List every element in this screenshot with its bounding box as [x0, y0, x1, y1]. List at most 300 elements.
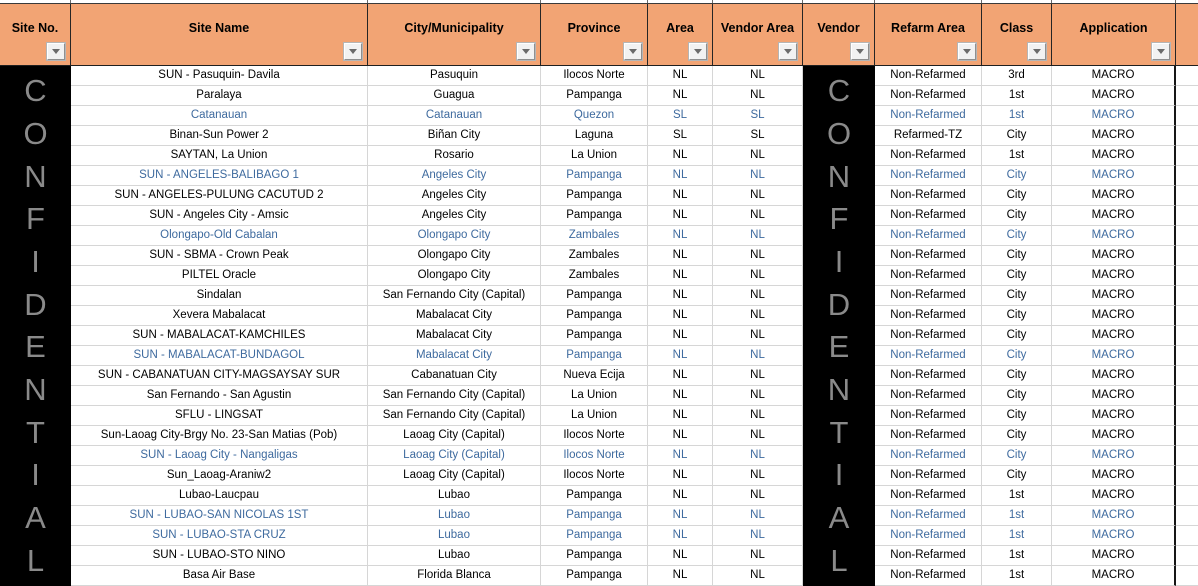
cell-city[interactable]: Laoag City (Capital): [368, 446, 541, 466]
cell-class[interactable]: City: [982, 366, 1052, 386]
cell-class[interactable]: City: [982, 346, 1052, 366]
cell-partial[interactable]: [1176, 126, 1198, 146]
cell-partial[interactable]: [1176, 486, 1198, 506]
cell-refarm-area[interactable]: Non-Refarmed: [875, 266, 982, 286]
cell-application[interactable]: MACRO: [1052, 126, 1176, 146]
chevron-down-icon: [784, 49, 792, 54]
table-row: [0, 66, 1198, 86]
cell-application[interactable]: MACRO: [1052, 566, 1176, 586]
cell-class[interactable]: 1st: [982, 526, 1052, 546]
table-row: [0, 426, 1198, 446]
cell-area[interactable]: NL: [648, 446, 713, 466]
cell-site-name[interactable]: PILTEL Oracle: [71, 266, 368, 286]
cell-partial[interactable]: [1176, 446, 1198, 466]
cell-class[interactable]: 3rd: [982, 66, 1052, 86]
cell-province[interactable]: Pampanga: [541, 286, 648, 306]
cell-city[interactable]: Lubao: [368, 506, 541, 526]
cell-vendor-area[interactable]: SL: [713, 106, 803, 126]
cell-site-name[interactable]: SUN - SBMA - Crown Peak: [71, 246, 368, 266]
cell-partial[interactable]: [1176, 226, 1198, 246]
cell-site-name[interactable]: SUN - CABANATUAN CITY-MAGSAYSAY SUR: [71, 366, 368, 386]
cell-site-name[interactable]: Sun_Laoag-Araniw2: [71, 466, 368, 486]
watermark-letter: C: [827, 73, 851, 109]
cell-class[interactable]: City: [982, 386, 1052, 406]
cell-class[interactable]: City: [982, 246, 1052, 266]
cell-site-name[interactable]: Sun-Laoag City-Brgy No. 23-San Matias (Pob): [71, 426, 368, 446]
watermark-letter: N: [827, 372, 851, 408]
table-row: [0, 126, 1198, 146]
header-vendor-area: [713, 4, 803, 65]
cell-refarm-area[interactable]: Non-Refarmed: [875, 366, 982, 386]
cell-city[interactable]: Florida Blanca: [368, 566, 541, 586]
cell-class[interactable]: City: [982, 326, 1052, 346]
cell-area[interactable]: NL: [648, 566, 713, 586]
cell-partial[interactable]: [1176, 206, 1198, 226]
cell-province[interactable]: Pampanga: [541, 566, 648, 586]
cell-area[interactable]: NL: [648, 146, 713, 166]
cell-area[interactable]: NL: [648, 86, 713, 106]
watermark-letter: N: [24, 158, 47, 194]
filter-button-site-name[interactable]: [344, 43, 362, 60]
cell-vendor-area[interactable]: NL: [713, 86, 803, 106]
cell-vendor-area[interactable]: NL: [713, 326, 803, 346]
cell-refarm-area[interactable]: Non-Refarmed: [875, 466, 982, 486]
table-row: [0, 346, 1198, 366]
cell-area[interactable]: NL: [648, 166, 713, 186]
cell-partial[interactable]: [1176, 326, 1198, 346]
watermark-letter: A: [25, 500, 46, 536]
cell-city[interactable]: San Fernando City (Capital): [368, 386, 541, 406]
cell-city[interactable]: San Fernando City (Capital): [368, 406, 541, 426]
cell-vendor-area[interactable]: NL: [713, 146, 803, 166]
cell-city[interactable]: Mabalacat City: [368, 346, 541, 366]
cell-vendor-area[interactable]: NL: [713, 226, 803, 246]
cell-area[interactable]: NL: [648, 466, 713, 486]
cell-refarm-area[interactable]: Non-Refarmed: [875, 106, 982, 126]
cell-vendor-area[interactable]: NL: [713, 386, 803, 406]
cell-area[interactable]: NL: [648, 326, 713, 346]
header-label: City/Municipality: [404, 20, 504, 35]
cell-partial[interactable]: [1176, 166, 1198, 186]
cell-province[interactable]: Pampanga: [541, 306, 648, 326]
table-row: [0, 86, 1198, 106]
cell-refarm-area[interactable]: Non-Refarmed: [875, 526, 982, 546]
cell-province[interactable]: Ilocos Norte: [541, 446, 648, 466]
table-row: [0, 146, 1198, 166]
header-label: Area: [666, 20, 694, 35]
cell-province[interactable]: La Union: [541, 406, 648, 426]
cell-site-name[interactable]: Lubao-Laucpau: [71, 486, 368, 506]
filter-button-vendor[interactable]: [851, 43, 869, 60]
watermark-letter: L: [26, 542, 45, 578]
watermark-letter: I: [31, 457, 40, 493]
chevron-down-icon: [349, 49, 357, 54]
cell-vendor-area[interactable]: NL: [713, 266, 803, 286]
cell-province[interactable]: Pampanga: [541, 346, 648, 366]
cell-refarm-area[interactable]: Non-Refarmed: [875, 206, 982, 226]
cell-province[interactable]: Laguna: [541, 126, 648, 146]
table-row: [0, 406, 1198, 426]
cell-application[interactable]: MACRO: [1052, 146, 1176, 166]
cell-partial[interactable]: [1176, 246, 1198, 266]
cell-site-name[interactable]: Catanauan: [71, 106, 368, 126]
cell-refarm-area[interactable]: Non-Refarmed: [875, 506, 982, 526]
cell-vendor-area[interactable]: NL: [713, 526, 803, 546]
cell-class[interactable]: City: [982, 226, 1052, 246]
cell-refarm-area[interactable]: Non-Refarmed: [875, 286, 982, 306]
cell-partial[interactable]: [1176, 346, 1198, 366]
cell-site-name[interactable]: Binan-Sun Power 2: [71, 126, 368, 146]
cell-application[interactable]: MACRO: [1052, 546, 1176, 566]
cell-application[interactable]: MACRO: [1052, 246, 1176, 266]
header-site-name: [71, 4, 368, 65]
cell-refarm-area[interactable]: Non-Refarmed: [875, 426, 982, 446]
cell-site-name[interactable]: SUN - Pasuquin- Davila: [71, 66, 368, 86]
header-site-no: [0, 4, 71, 65]
cell-vendor-area[interactable]: NL: [713, 506, 803, 526]
cell-province[interactable]: La Union: [541, 386, 648, 406]
cell-application[interactable]: MACRO: [1052, 306, 1176, 326]
cell-class[interactable]: 1st: [982, 86, 1052, 106]
cell-refarm-area[interactable]: Non-Refarmed: [875, 446, 982, 466]
cell-class[interactable]: City: [982, 126, 1052, 146]
cell-province[interactable]: Zambales: [541, 266, 648, 286]
cell-vendor-area[interactable]: NL: [713, 206, 803, 226]
cell-vendor-area[interactable]: NL: [713, 166, 803, 186]
cell-class[interactable]: City: [982, 426, 1052, 446]
cell-area[interactable]: NL: [648, 286, 713, 306]
cell-city[interactable]: Laoag City (Capital): [368, 466, 541, 486]
cell-vendor-area[interactable]: NL: [713, 286, 803, 306]
filter-button-site-no[interactable]: [47, 43, 65, 60]
cell-application[interactable]: MACRO: [1052, 466, 1176, 486]
cell-province[interactable]: Pampanga: [541, 206, 648, 226]
cell-partial[interactable]: [1176, 146, 1198, 166]
cell-vendor-area[interactable]: NL: [713, 486, 803, 506]
filter-button-area[interactable]: [689, 43, 707, 60]
filter-button-city-municipality[interactable]: [517, 43, 535, 60]
cell-application[interactable]: MACRO: [1052, 406, 1176, 426]
cell-refarm-area[interactable]: Non-Refarmed: [875, 346, 982, 366]
cell-city[interactable]: Olongapo City: [368, 246, 541, 266]
cell-application[interactable]: MACRO: [1052, 86, 1176, 106]
cell-partial[interactable]: [1176, 86, 1198, 106]
cell-partial[interactable]: [1176, 266, 1198, 286]
watermark-letter: I: [31, 244, 40, 280]
cell-partial[interactable]: [1176, 426, 1198, 446]
cell-class[interactable]: 1st: [982, 546, 1052, 566]
cell-province[interactable]: Pampanga: [541, 486, 648, 506]
cell-vendor-area[interactable]: NL: [713, 546, 803, 566]
cell-application[interactable]: MACRO: [1052, 286, 1176, 306]
cell-refarm-area[interactable]: Non-Refarmed: [875, 546, 982, 566]
cell-province[interactable]: Ilocos Norte: [541, 466, 648, 486]
watermark-letter: N: [827, 158, 851, 194]
cell-vendor-area[interactable]: SL: [713, 126, 803, 146]
cell-site-name[interactable]: San Fernando - San Agustin: [71, 386, 368, 406]
cell-city[interactable]: San Fernando City (Capital): [368, 286, 541, 306]
cell-province[interactable]: Pampanga: [541, 166, 648, 186]
cell-area[interactable]: SL: [648, 106, 713, 126]
table-row: [0, 386, 1198, 406]
table-body: [0, 66, 1198, 586]
cell-partial[interactable]: [1176, 186, 1198, 206]
table-row: [0, 106, 1198, 126]
cell-application[interactable]: MACRO: [1052, 186, 1176, 206]
cell-province[interactable]: Nueva Ecija: [541, 366, 648, 386]
cell-application[interactable]: MACRO: [1052, 206, 1176, 226]
cell-city[interactable]: Laoag City (Capital): [368, 426, 541, 446]
cell-refarm-area[interactable]: Non-Refarmed: [875, 486, 982, 506]
cell-province[interactable]: Quezon: [541, 106, 648, 126]
header-vendor: [803, 4, 875, 65]
header-label: Refarm Area: [891, 20, 965, 35]
table-row: [0, 266, 1198, 286]
cell-class[interactable]: City: [982, 206, 1052, 226]
cell-refarm-area[interactable]: Non-Refarmed: [875, 66, 982, 86]
cell-class[interactable]: City: [982, 266, 1052, 286]
cell-city[interactable]: Angeles City: [368, 186, 541, 206]
cell-partial[interactable]: [1176, 566, 1198, 586]
cell-vendor-area[interactable]: NL: [713, 366, 803, 386]
cell-city[interactable]: Olongapo City: [368, 266, 541, 286]
cell-site-name[interactable]: Basa Air Base: [71, 566, 368, 586]
cell-vendor-area[interactable]: NL: [713, 186, 803, 206]
cell-partial[interactable]: [1176, 386, 1198, 406]
table-row: [0, 486, 1198, 506]
cell-vendor-area[interactable]: NL: [713, 306, 803, 326]
table-row: [0, 206, 1198, 226]
cell-partial[interactable]: [1176, 406, 1198, 426]
cell-application[interactable]: MACRO: [1052, 326, 1176, 346]
cell-city[interactable]: Pasuquin: [368, 66, 541, 86]
table-row: [0, 546, 1198, 566]
cell-application[interactable]: MACRO: [1052, 166, 1176, 186]
cell-application[interactable]: MACRO: [1052, 486, 1176, 506]
watermark-letter: A: [828, 500, 850, 536]
cell-class[interactable]: City: [982, 286, 1052, 306]
cell-site-name[interactable]: Sindalan: [71, 286, 368, 306]
cell-vendor-area[interactable]: NL: [713, 446, 803, 466]
cell-partial[interactable]: [1176, 506, 1198, 526]
cell-refarm-area[interactable]: Non-Refarmed: [875, 306, 982, 326]
cell-application[interactable]: MACRO: [1052, 66, 1176, 86]
cell-refarm-area[interactable]: Non-Refarmed: [875, 186, 982, 206]
cell-area[interactable]: NL: [648, 366, 713, 386]
cell-city[interactable]: Angeles City: [368, 206, 541, 226]
cell-class[interactable]: 1st: [982, 566, 1052, 586]
header-label: Province: [567, 20, 621, 35]
filter-button-class[interactable]: [1028, 43, 1046, 60]
cell-class[interactable]: 1st: [982, 506, 1052, 526]
cell-site-name[interactable]: SUN - LUBAO-STA CRUZ: [71, 526, 368, 546]
cell-site-name[interactable]: SUN - ANGELES-BALIBAGO 1: [71, 166, 368, 186]
cell-area[interactable]: NL: [648, 406, 713, 426]
cell-application[interactable]: MACRO: [1052, 366, 1176, 386]
cell-site-name[interactable]: SUN - Laoag City - Nangaligas: [71, 446, 368, 466]
cell-application[interactable]: MACRO: [1052, 446, 1176, 466]
cell-province[interactable]: Pampanga: [541, 506, 648, 526]
cell-partial[interactable]: [1176, 66, 1198, 86]
watermark-letter: N: [24, 372, 47, 408]
cell-class[interactable]: City: [982, 406, 1052, 426]
cell-vendor-area[interactable]: NL: [713, 466, 803, 486]
cell-city[interactable]: Lubao: [368, 526, 541, 546]
cell-site-name[interactable]: Xevera Mabalacat: [71, 306, 368, 326]
cell-vendor-area[interactable]: NL: [713, 406, 803, 426]
cell-area[interactable]: NL: [648, 546, 713, 566]
cell-partial[interactable]: [1176, 286, 1198, 306]
cell-application[interactable]: MACRO: [1052, 346, 1176, 366]
cell-province[interactable]: Ilocos Norte: [541, 426, 648, 446]
cell-area[interactable]: NL: [648, 226, 713, 246]
cell-partial[interactable]: [1176, 546, 1198, 566]
cell-city[interactable]: Mabalacat City: [368, 326, 541, 346]
cell-application[interactable]: MACRO: [1052, 266, 1176, 286]
cell-refarm-area[interactable]: Non-Refarmed: [875, 406, 982, 426]
cell-city[interactable]: Rosario: [368, 146, 541, 166]
chevron-down-icon: [52, 49, 60, 54]
cell-city[interactable]: Cabanatuan City: [368, 366, 541, 386]
cell-refarm-area[interactable]: Non-Refarmed: [875, 166, 982, 186]
header-label: Site Name: [188, 20, 250, 35]
cell-class[interactable]: City: [982, 306, 1052, 326]
cell-province[interactable]: Zambales: [541, 226, 648, 246]
cell-site-name[interactable]: SUN - Angeles City - Amsic: [71, 206, 368, 226]
cell-application[interactable]: MACRO: [1052, 426, 1176, 446]
cell-province[interactable]: La Union: [541, 146, 648, 166]
cell-site-name[interactable]: Olongapo-Old Cabalan: [71, 226, 368, 246]
cell-province[interactable]: Pampanga: [541, 526, 648, 546]
cell-vendor-area[interactable]: NL: [713, 566, 803, 586]
cell-application[interactable]: MACRO: [1052, 526, 1176, 546]
header-area: [648, 4, 713, 65]
cell-area[interactable]: NL: [648, 66, 713, 86]
cell-refarm-area[interactable]: Non-Refarmed: [875, 146, 982, 166]
filter-button-province[interactable]: [624, 43, 642, 60]
cell-city[interactable]: Olongapo City: [368, 226, 541, 246]
cell-site-name[interactable]: SUN - ANGELES-PULUNG CACUTUD 2: [71, 186, 368, 206]
cell-area[interactable]: NL: [648, 306, 713, 326]
chevron-down-icon: [629, 49, 637, 54]
cell-partial[interactable]: [1176, 366, 1198, 386]
cell-city[interactable]: Mabalacat City: [368, 306, 541, 326]
cell-application[interactable]: MACRO: [1052, 506, 1176, 526]
cell-application[interactable]: MACRO: [1052, 386, 1176, 406]
cell-application[interactable]: MACRO: [1052, 106, 1176, 126]
cell-site-name[interactable]: SUN - MABALACAT-BUNDAGOL: [71, 346, 368, 366]
cell-province[interactable]: Pampanga: [541, 546, 648, 566]
cell-vendor-area[interactable]: NL: [713, 246, 803, 266]
filter-button-application[interactable]: [1152, 43, 1170, 60]
cell-class[interactable]: City: [982, 446, 1052, 466]
chevron-down-icon: [1033, 49, 1041, 54]
watermark-letter: F: [26, 201, 45, 237]
cell-city[interactable]: Catanauan: [368, 106, 541, 126]
cell-class[interactable]: City: [982, 466, 1052, 486]
cell-city[interactable]: Biñan City: [368, 126, 541, 146]
cell-site-name[interactable]: Paralaya: [71, 86, 368, 106]
cell-province[interactable]: Zambales: [541, 246, 648, 266]
cell-class[interactable]: 1st: [982, 486, 1052, 506]
header-label: Application: [1079, 20, 1148, 35]
cell-refarm-area[interactable]: Non-Refarmed: [875, 386, 982, 406]
cell-area[interactable]: NL: [648, 246, 713, 266]
cell-refarm-area[interactable]: Non-Refarmed: [875, 86, 982, 106]
filter-button-refarm-area[interactable]: [958, 43, 976, 60]
cell-site-name[interactable]: SUN - MABALACAT-KAMCHILES: [71, 326, 368, 346]
cell-province[interactable]: Pampanga: [541, 326, 648, 346]
cell-area[interactable]: NL: [648, 266, 713, 286]
cell-application[interactable]: MACRO: [1052, 226, 1176, 246]
cell-partial[interactable]: [1176, 466, 1198, 486]
watermark-letter: O: [23, 116, 48, 151]
cell-area[interactable]: NL: [648, 486, 713, 506]
cell-area[interactable]: SL: [648, 126, 713, 146]
cell-refarm-area[interactable]: Non-Refarmed: [875, 566, 982, 586]
table-row: [0, 286, 1198, 306]
header-label: Vendor Area: [720, 20, 795, 35]
cell-refarm-area[interactable]: Refarmed-TZ: [875, 126, 982, 146]
cell-province[interactable]: Ilocos Norte: [541, 66, 648, 86]
confidential-watermark-left: [0, 66, 71, 586]
filter-button-vendor-area[interactable]: [779, 43, 797, 60]
cell-area[interactable]: NL: [648, 346, 713, 366]
watermark-letter: D: [827, 286, 851, 322]
table-row: [0, 166, 1198, 186]
watermark-letter: D: [24, 286, 47, 322]
table-row: [0, 466, 1198, 486]
cell-partial[interactable]: [1176, 526, 1198, 546]
cell-vendor-area[interactable]: NL: [713, 426, 803, 446]
cell-site-name[interactable]: SUN - LUBAO-STO NINO: [71, 546, 368, 566]
cell-site-name[interactable]: SFLU - LINGSAT: [71, 406, 368, 426]
cell-city[interactable]: Lubao: [368, 546, 541, 566]
cell-site-name[interactable]: SAYTAN, La Union: [71, 146, 368, 166]
cell-class[interactable]: City: [982, 186, 1052, 206]
cell-class[interactable]: 1st: [982, 106, 1052, 126]
watermark-letter: I: [834, 244, 844, 280]
cell-area[interactable]: NL: [648, 206, 713, 226]
table-row: [0, 226, 1198, 246]
cell-site-name[interactable]: SUN - LUBAO-SAN NICOLAS 1ST: [71, 506, 368, 526]
cell-class[interactable]: 1st: [982, 146, 1052, 166]
cell-partial[interactable]: [1176, 306, 1198, 326]
cell-province[interactable]: Pampanga: [541, 86, 648, 106]
header-label: Class: [999, 20, 1034, 35]
cell-area[interactable]: NL: [648, 186, 713, 206]
cell-area[interactable]: NL: [648, 386, 713, 406]
cell-vendor-area[interactable]: NL: [713, 346, 803, 366]
cell-province[interactable]: Pampanga: [541, 186, 648, 206]
cell-vendor-area[interactable]: NL: [713, 66, 803, 86]
cell-refarm-area[interactable]: Non-Refarmed: [875, 226, 982, 246]
cell-refarm-area[interactable]: Non-Refarmed: [875, 326, 982, 346]
cell-area[interactable]: NL: [648, 526, 713, 546]
cell-class[interactable]: City: [982, 166, 1052, 186]
cell-city[interactable]: Lubao: [368, 486, 541, 506]
cell-city[interactable]: Guagua: [368, 86, 541, 106]
table-row: [0, 506, 1198, 526]
header-refarm-area: [875, 4, 982, 65]
watermark-letter: O: [826, 116, 852, 151]
cell-partial[interactable]: [1176, 106, 1198, 126]
cell-area[interactable]: NL: [648, 426, 713, 446]
cell-city[interactable]: Angeles City: [368, 166, 541, 186]
cell-area[interactable]: NL: [648, 506, 713, 526]
cell-refarm-area[interactable]: Non-Refarmed: [875, 246, 982, 266]
watermark-letter: I: [834, 457, 844, 493]
